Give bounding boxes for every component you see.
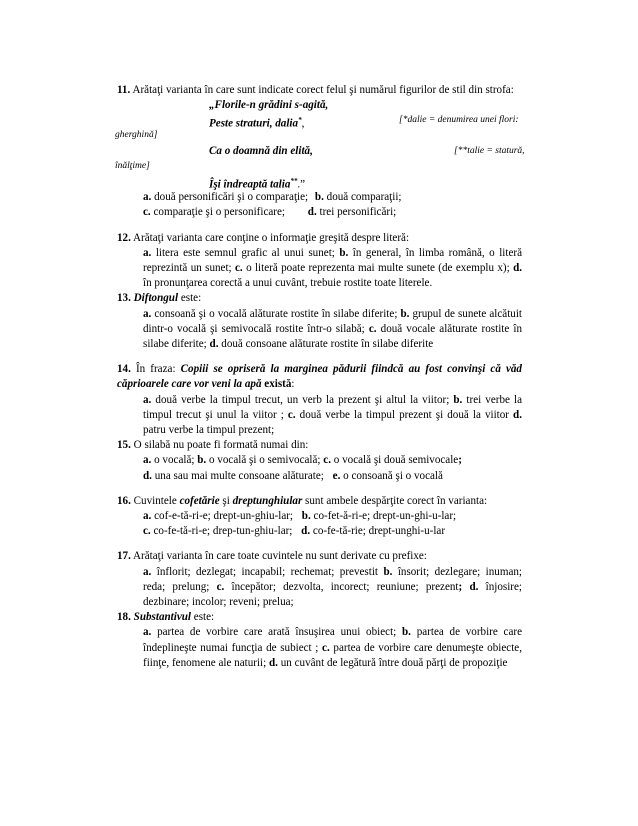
option-a[interactable]: o vocală; (154, 454, 195, 467)
option-letter-a: a. (143, 626, 152, 639)
option-letter-b: b. (383, 565, 393, 578)
option-letter-d: d. (269, 656, 278, 669)
question-number: 16. (117, 494, 131, 507)
option-a[interactable]: cof-e-tă-ri-e; drept-un-ghiu-lar; (154, 510, 294, 523)
option-c[interactable]: partea de vorbire care denumeşte obiecte, fiinţe, fenomene ale naturii; (143, 641, 522, 669)
option-c[interactable]: două vocale alăturate rostite în silabe diferite; (143, 322, 522, 351)
option-b[interactable]: o vocală şi o semivocală; (208, 454, 321, 467)
question-word-2: dreptunghiular (232, 494, 303, 507)
footnote-talie-cont: înălţime] (115, 161, 150, 172)
question-number: 12. (117, 231, 131, 244)
option-e[interactable]: o consoană şi o vocală (343, 469, 443, 482)
option-d[interactable]: două consoane alăturate rostite în silabe diferite (221, 338, 434, 351)
question-keyword: există (264, 378, 292, 391)
option-c[interactable]: începător; dezvolta, incorect; reuniune; prezent (231, 580, 459, 593)
option-c[interactable]: comparaţie şi o personificare; (153, 206, 286, 219)
question-text: este: (180, 292, 202, 305)
poem-line-1: „Florile-n grădini s-agită, (209, 99, 329, 112)
worksheet-page (115, 83, 525, 671)
q15-options-row-1: a. o vocală; b. o vocală şi o semivocală; c. o vocală şi două semivocale; (143, 454, 462, 467)
option-letter-d: d. (301, 525, 311, 538)
option-letter-d: d. (513, 262, 523, 275)
question-text: Arătaţi varianta care conţine o informaţie greşită despre literă: (133, 231, 410, 244)
option-letter-e: e. (332, 469, 341, 482)
option-c[interactable]: două verbe la timpul prezent şi două la viitor (299, 408, 509, 421)
option-c[interactable]: co-fe-tă-ri-e; drep-tun-ghiu-lar; (153, 525, 293, 538)
footnote-dalie: [*dalie = denumirea unei flori: (399, 115, 519, 126)
option-letter-a: a. (143, 510, 152, 523)
question-12 (117, 231, 522, 246)
option-letter-a: a. (143, 246, 152, 259)
option-b[interactable]: trei verbe la timpul trecut şi unul la viitor ; (143, 393, 523, 421)
q16-options-row-2 (143, 524, 522, 539)
option-c[interactable]: o literă poate reprezenta mai multe sunete (de exemplu x); (246, 262, 510, 275)
q14-options (117, 393, 522, 439)
option-letter-c: c. (368, 322, 377, 335)
question-17 (117, 549, 522, 564)
option-b[interactable]: grupul de sunete alcătuit dintr-o vocală şi semivocală rostite într-o silabă; (143, 307, 522, 335)
question-18 (117, 610, 522, 625)
option-b[interactable]: două comparaţii; (326, 191, 402, 204)
q17-options: a. înflorit; dezlegat; incapabil; rechemat; prevestit b. însorit; dezlegare; inuman; reda; prelung; c. începător; dezvolta, incorect; reuniune; prezent; d. înjosire; dezbinare; incolor; reveni; prelua; (143, 565, 523, 609)
question-text: O silabă nu poate fi formată numai din: (133, 439, 309, 452)
option-a[interactable]: înflorit; dezlegat; incapabil; rechemat; prevestit (156, 565, 379, 578)
question-13 (117, 291, 522, 306)
option-b[interactable]: partea de vorbire care îndeplineşte numai funcţia de subiect ; (143, 626, 522, 654)
question-text: este: (193, 611, 215, 624)
option-letter-c: c. (216, 580, 225, 593)
option-a[interactable]: două personificări şi o comparaţie; (154, 191, 309, 204)
option-letter-a: a. (143, 191, 152, 204)
option-letter-a: a. (143, 454, 152, 467)
option-d[interactable]: în pronunţarea corectă a unui cuvânt, trebuie rostite toate literele. (143, 277, 433, 290)
poem-stanza (115, 98, 525, 191)
option-letter-a: a. (143, 393, 152, 406)
q11-options-row-1 (143, 190, 522, 205)
question-sentence: Copiii se opriseră la marginea pădurii fiindcă au fost convinşi că văd căprioarele care vor veni la apă (117, 363, 522, 391)
option-letter-b: b. (301, 510, 311, 523)
q15-options (117, 453, 522, 483)
question-number: 17. (117, 550, 131, 563)
option-letter-b: b. (453, 393, 463, 406)
footnote-talie: [**talie = statură, (454, 146, 525, 157)
question-text: Arătaţi varianta în care toate cuvintele nu sunt derivate cu prefixe: (133, 550, 427, 563)
option-d[interactable]: un cuvânt de legătură între două părţi de propoziţie (280, 656, 508, 669)
option-d[interactable]: înjosire; dezbinare; incolor; reveni; prelua; (143, 580, 522, 609)
option-letter-b: b. (314, 191, 324, 204)
option-letter-a: a. (143, 565, 152, 578)
q15-options-row-2 (143, 469, 522, 484)
question-text-end: sunt ambele despărţite corect în varianta: (305, 494, 488, 507)
option-letter-b: b. (339, 246, 349, 259)
question-number: 13. (117, 292, 131, 305)
q13-options (117, 307, 522, 353)
question-16: 16. Cuvintele cofetărie şi dreptunghiular sunt ambele despărţite corect în varianta: (117, 494, 488, 507)
option-letter-c: c. (235, 262, 243, 275)
option-a[interactable]: partea de vorbire care arată însuşirea unui obiect; (157, 626, 397, 639)
question-15 (117, 438, 522, 453)
option-letter-b: b. (400, 307, 410, 320)
question-text: Cuvintele (133, 494, 177, 507)
question-14: 14. În fraza: Copiii se opriseră la marginea pădurii fiindcă au fost convinşi că văd căprioarele care vor veni la apă există: (117, 363, 522, 391)
question-word-1: cofetărie (179, 494, 220, 507)
option-letter-d: d. (209, 338, 219, 351)
option-a[interactable]: consoană şi o vocală alăturate rostite în silabe diferite; (154, 307, 398, 320)
option-letter-c: c. (322, 641, 330, 654)
q11-options-row-2 (143, 205, 522, 220)
option-letter-c: c. (287, 408, 296, 421)
question-term: Substantivul (133, 611, 191, 624)
footnote-dalie-cont: gherghină] (115, 130, 158, 141)
option-d[interactable]: trei personificări; (319, 206, 397, 219)
option-a[interactable]: două verbe la timpul trecut, un verb la prezent şi altul la viitor; (155, 393, 450, 406)
option-a[interactable]: litera este semnul grafic al unui sunet; (155, 246, 335, 259)
option-letter-d: d. (469, 580, 479, 593)
q11-options (117, 190, 522, 220)
option-b[interactable]: în general, în limba română, o literă reprezintă un sunet; (143, 246, 522, 275)
option-letter-d: d. (143, 469, 152, 482)
question-number: 11. (117, 84, 131, 96)
poem-line-4: Îşi îndreaptă talia**.” (209, 177, 306, 191)
question-text: În fraza: (135, 363, 176, 376)
option-letter-c: c. (143, 525, 151, 538)
option-d[interactable]: co-fe-tă-rie; drept-unghi-u-lar (312, 525, 446, 538)
question-number: 18. (117, 611, 131, 624)
option-letter-c: c. (143, 206, 151, 219)
question-number: 15. (117, 439, 131, 452)
q16-options (117, 509, 522, 539)
option-c[interactable]: o vocală şi două semivocale (333, 454, 459, 467)
option-letter-d: d. (307, 206, 317, 219)
question-text: Arătaţi varianta în care sunt indicate corect felul şi numărul figurilor de stil din strofa: (132, 84, 514, 96)
q16-options-row-1 (143, 509, 522, 524)
question-number: 14. (117, 363, 131, 376)
question-term: Diftongul (133, 292, 179, 305)
option-d[interactable]: patru verbe la timpul prezent; (143, 424, 275, 437)
option-b[interactable]: însorit; dezlegare; inuman; reda; prelung; (143, 565, 523, 593)
q12-options (117, 246, 522, 292)
option-letter-b: b. (402, 626, 411, 639)
option-letter-b: b. (197, 454, 207, 467)
option-letter-d: d. (513, 408, 522, 421)
option-letter-c: c. (323, 454, 331, 467)
question-11 (117, 83, 522, 98)
option-letter-a: a. (143, 307, 152, 320)
option-d[interactable]: una sau mai multe consoane alăturate; (154, 469, 324, 482)
poem-line-3: Ca o doamnă din elită, (209, 145, 313, 158)
poem-line-2: Peste straturi, dalia*, (209, 116, 305, 130)
q18-options (117, 625, 522, 671)
option-b[interactable]: co-fet-ă-ri-e; drept-un-ghi-u-lar; (313, 510, 457, 523)
